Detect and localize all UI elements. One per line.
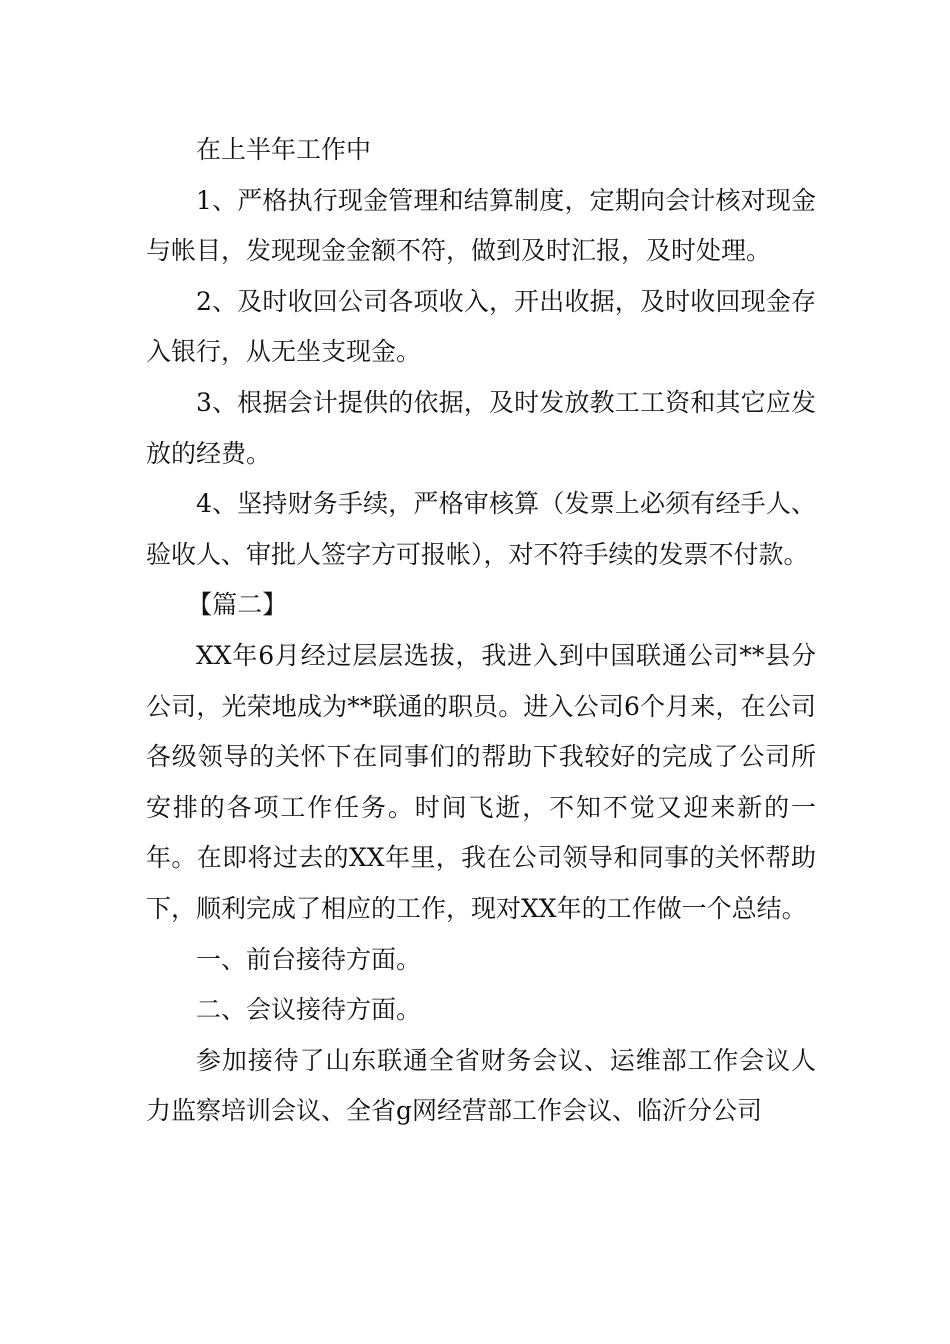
paragraph-item-3: 3、根据会计提供的依据，及时发放教工工资和其它应发放的经费。: [146, 387, 816, 468]
paragraph-subheading-1: 一、前台接待方面。: [196, 944, 422, 974]
paragraph-item-2: 2、及时收回公司各项收入，开出收据，及时收回现金存入银行，从无坐支现金。: [146, 286, 816, 367]
section-heading: 【篇二】: [187, 590, 288, 620]
document-body: [146, 125, 816, 1137]
paragraph-subheading-2: 二、会议接待方面。: [196, 995, 422, 1025]
paragraph-intro: 在上半年工作中: [196, 135, 372, 164]
paragraph-meetings: 参加接待了山东联通全省财务会议、运维部工作会议人力监察培训会议、全省g网经营部工作会议、临沂分公司: [146, 1045, 816, 1126]
paragraph-item-1: 1、严格执行现金管理和结算制度，定期向会计核对现金与帐目，发现现金金额不符，做到及时汇报，及时处理。: [146, 185, 816, 266]
paragraph-section-intro: XX年6月经过层层选拔，我进入到中国联通公司**县分公司，光荣地成为**联通的职员。进入公司6个月来，在公司各级领导的关怀下在同事们的帮助下我较好的完成了公司所安排的各项工作任务。时间飞逝，不知不觉又迎来新的一年。在即将过去的XX年里，我在公司领导和同事的关怀帮助下，顺利完成了相应的工作，现对XX年的工作做一个总结。: [146, 640, 816, 923]
paragraph-item-4: 4、坚持财务手续，严格审核算（发票上必须有经手人、验收人、审批人签字方可报帐），对不符手续的发票不付款。: [146, 489, 816, 569]
